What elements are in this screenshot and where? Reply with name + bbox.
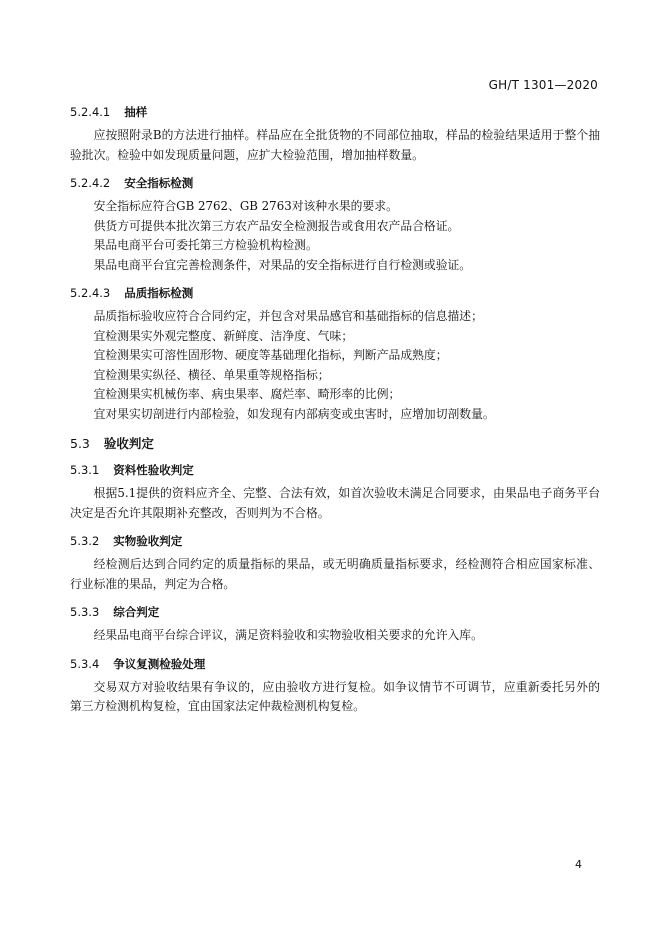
paragraph: 宜检测果实机械伤率、病虫果率、腐烂率、畸形率的比例； [93, 387, 401, 401]
section-heading [70, 434, 600, 452]
document-code-header: GH/T 1301—2020 [488, 78, 598, 92]
paragraph: 根据5.1提供的资料应齐全、完整、合法有效，如首次验收未满足合同要求，由果品电子商务平台决定是否允许其限期补充整改，否则判为不合格。 [70, 486, 600, 520]
section-number: 5.3.4 [70, 656, 100, 671]
document-body [70, 104, 600, 717]
section-5-3 [70, 434, 600, 452]
section-heading [70, 656, 600, 672]
paragraph: 品质指标验收应符合合同约定，并包含对果品感官和基础指标的信息描述； [93, 309, 483, 323]
section-title: 资料性验收判定 [113, 463, 194, 477]
paragraph: 宜对果实切剖进行内部检验，如发现有内部病变或虫害时，应增加切剖数量。 [93, 406, 495, 421]
paragraph: 宜检测果实外观完整度、新鲜度、洁净度、气味； [93, 328, 354, 343]
section-5-2-4-2 [70, 175, 600, 275]
paragraph: 经检测后达到合同约定的质量指标的果品，或无明确质量指标要求，经检测符合相应国家标准、行业标准的果品，判定为合格。 [70, 557, 600, 591]
section-number: 5.3.1 [70, 463, 100, 477]
page-number: 4 [575, 858, 582, 871]
paragraph: 宜检测果实可溶性固形物、硬度等基础理化指标，判断产品成熟度； [93, 348, 448, 362]
section-heading [70, 175, 600, 191]
paragraph: 交易双方对验收结果有争议的，应由验收方进行复检。如争议情节不可调节，应重新委托另外的第三方检测机构复检，宜由国家法定仲裁检测机构复检。 [70, 679, 600, 713]
section-5-2-4-3 [70, 285, 600, 424]
section-number: 5.2.4.2 [70, 176, 111, 190]
section-heading [70, 604, 600, 620]
section-number: 5.2.4.3 [70, 286, 111, 300]
paragraph: 果品电商平台宜完善检测条件，对果品的安全指标进行自行检测或验证。 [93, 257, 472, 272]
section-5-3-1 [70, 462, 600, 523]
section-title: 综合判定 [113, 605, 160, 619]
section-title: 验收判定 [103, 436, 154, 451]
section-5-2-4-1 [70, 104, 600, 165]
paragraph: 经果品电商平台综合评议，满足资料验收和实物验收相关要求的允许入库。 [93, 628, 483, 642]
paragraph: 安全指标应符合GB 2762、GB 2763对该种水果的要求。 [93, 199, 398, 213]
paragraph: 宜检测果实纵径、横径、单果重等规格指标； [93, 367, 330, 382]
paragraph: 供货方可提供本批次第三方农产品安全检测报告或食用农产品合格证。 [93, 218, 460, 233]
section-number: 5.2.4.1 [70, 105, 111, 119]
section-number: 5.3.3 [70, 605, 100, 619]
section-5-3-4 [70, 656, 600, 717]
section-title: 争议复测检验处理 [113, 656, 206, 671]
paragraph: 应按照附录B的方法进行抽样。样品应在全批货物的不同部位抽取，样品的检验结果适用于整个抽验批次。检验中如发现质量问题，应扩大检验范围，增加抽样数量。 [70, 128, 600, 162]
section-heading [70, 462, 600, 478]
section-heading [70, 285, 600, 301]
section-5-3-3 [70, 604, 600, 646]
section-title: 安全指标检测 [124, 176, 194, 190]
section-title: 抽样 [124, 105, 148, 119]
section-number: 5.3.2 [70, 534, 100, 548]
paragraph: 果品电商平台可委托第三方检验机构检测。 [93, 238, 318, 252]
section-heading [70, 533, 600, 549]
section-5-3-2 [70, 533, 600, 594]
section-title: 品质指标检测 [124, 286, 194, 300]
section-title: 实物验收判定 [113, 534, 183, 548]
section-heading [70, 104, 600, 120]
section-number: 5.3 [70, 436, 90, 451]
